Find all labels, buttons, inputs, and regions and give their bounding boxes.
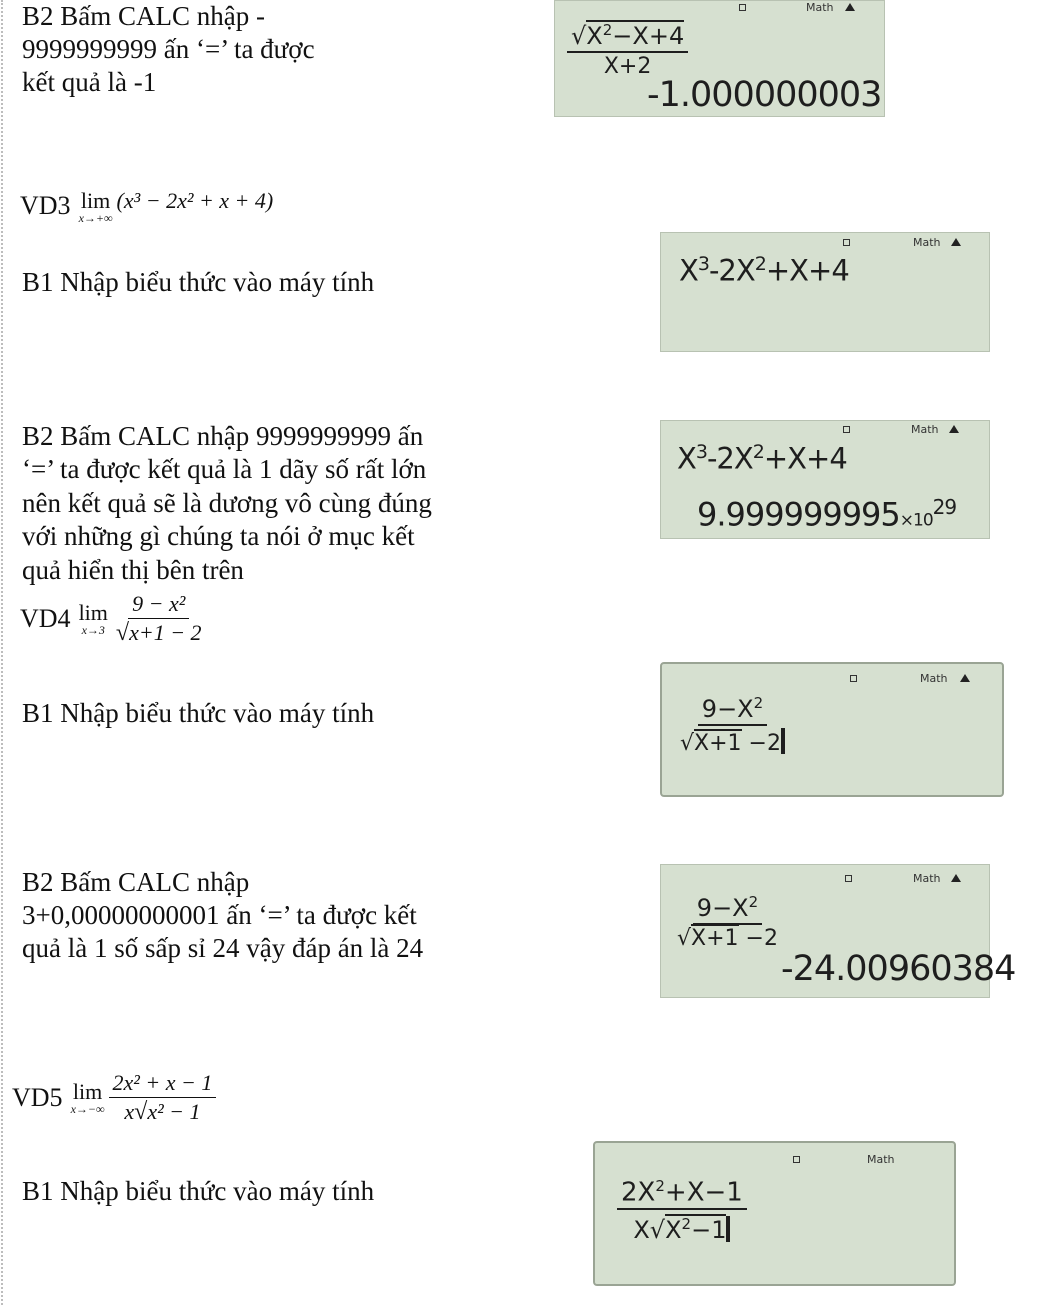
- sqrt-icon: √: [649, 1215, 666, 1244]
- calculator-screen-vd4-input: [660, 662, 1004, 797]
- screen-fraction-denominator: $X√X^2-1$: [633, 1210, 730, 1242]
- scroll-up-icon: [845, 3, 855, 11]
- screen-result-exponent: 29: [932, 495, 957, 519]
- vd5-lim-sub: x→−∞: [70, 1101, 105, 1116]
- vd3-step2-line-2: ‘=’ ta được kết quả là 1 dãy số rất lớn: [22, 454, 427, 484]
- screen-fraction: [680, 690, 785, 756]
- screen-result: [697, 495, 956, 534]
- vd3-heading: [20, 188, 273, 224]
- vd4-step1-text: B1 Nhập biểu thức vào máy tính: [22, 698, 375, 728]
- screen-result: -24.00960384: [781, 949, 1016, 989]
- text-cursor: [726, 1216, 730, 1242]
- screen-fraction: [677, 889, 778, 951]
- calculator-screen-vd3-input: [660, 232, 990, 352]
- shift-indicator-icon: [793, 1156, 800, 1163]
- vd4-label: VD4: [20, 603, 71, 633]
- sqrt-icon: √: [680, 731, 695, 756]
- screen-expression: $X^3-2X^2+X+4$: [677, 441, 847, 476]
- sqrt-icon: √: [677, 926, 692, 951]
- shift-indicator-icon: [739, 4, 746, 11]
- screen-fraction-denominator: X+2: [603, 54, 652, 79]
- vd5-fraction: [109, 1070, 217, 1125]
- math-mode-indicator: Math: [920, 672, 948, 685]
- shift-indicator-icon: [843, 239, 850, 246]
- scroll-up-icon: [951, 238, 961, 246]
- screen-fraction-numerator: $9-X^2$: [698, 690, 767, 726]
- screen-fraction-numerator: $√X^2-X+4$: [567, 17, 688, 53]
- math-mode-indicator: Math: [913, 872, 941, 885]
- screen-fraction-numerator: $2X^2+X-1$: [617, 1173, 747, 1210]
- shift-indicator-icon: [843, 426, 850, 433]
- calculator-screen-vd4-result: [660, 864, 1016, 998]
- vd5-lim-word: lim: [72, 1078, 103, 1104]
- vd3-step2-line-4: với những gì chúng ta nói ở mục kết: [22, 521, 415, 551]
- vd3-step2-line-3: nên kết quả sẽ là dương vô cùng đúng: [22, 488, 432, 518]
- math-mode-indicator: Math: [806, 1, 834, 14]
- screen-fraction-numerator: $9-X^2$: [693, 889, 762, 925]
- vd3-step2-line-5: quả hiển thị bên trên: [22, 555, 244, 585]
- vd4-step2-line-1: B2 Bấm CALC nhập: [22, 867, 250, 897]
- vd4-step2-line-2: 3+0,00000000001 ấn ‘=’ ta được kết: [22, 900, 417, 930]
- vd5-limit-expression: [71, 1070, 217, 1125]
- math-mode-indicator: Math: [913, 236, 941, 249]
- top-step-line-2: 9999999999 ấn ‘=’ ta được: [22, 34, 315, 64]
- vd4-lim-sub: x→3: [81, 622, 105, 637]
- vd3-lim-sub: x→+∞: [78, 211, 113, 225]
- vd3-step2-line-1: B2 Bấm CALC nhập 9999999999 ấn: [22, 421, 424, 451]
- vd5-label: VD5: [12, 1082, 63, 1112]
- top-step-line-1: B2 Bấm CALC nhập -: [22, 1, 265, 31]
- screen-fraction-denominator: √X+1 −2: [677, 926, 778, 951]
- vd4-lim: [78, 599, 108, 637]
- vd3-lim-word: lim: [80, 188, 111, 213]
- math-mode-indicator: Math: [867, 1153, 895, 1166]
- vd3-lim: [79, 190, 113, 224]
- vd4-numerator: 9 − x²: [128, 591, 189, 619]
- screen-result-times: ×10: [899, 510, 933, 531]
- calculator-screen-vd3-result: [660, 420, 990, 539]
- vd5-lim: [70, 1078, 105, 1116]
- screen-result-mantissa: 9.999999995: [697, 495, 900, 534]
- vd4-limit-expression: [79, 591, 206, 646]
- vd5-numerator: 2x² + x − 1: [109, 1070, 217, 1098]
- sqrt-icon: √: [571, 22, 587, 50]
- vd4-denominator: √x+1 − 2: [115, 620, 202, 646]
- math-mode-indicator: Math: [911, 423, 939, 436]
- vd5-step1-text: B1 Nhập biểu thức vào máy tính: [22, 1176, 375, 1206]
- shift-indicator-icon: [850, 675, 857, 682]
- vd4-lim-word: lim: [78, 599, 108, 625]
- screen-expression: $X^3-2X^2+X+4$: [679, 253, 849, 288]
- calculator-screen-vd5-input: [593, 1141, 956, 1286]
- vd5-heading: [12, 1070, 216, 1125]
- page-margin-guide: [1, 0, 3, 1305]
- calculator-screen-top: [554, 0, 885, 117]
- text-cursor: [781, 728, 785, 754]
- scroll-up-icon: [951, 874, 961, 882]
- top-step-line-3: kết quả là -1: [22, 67, 157, 97]
- screen-fraction-denominator: √X+1 −2: [680, 726, 785, 756]
- screen-result: -1.000000003: [647, 75, 882, 115]
- vd4-step2-line-3: quả là 1 số sấp sỉ 24 vậy đáp án là 24: [22, 933, 424, 963]
- vd4-heading: [20, 591, 206, 646]
- vd3-limit-expression: [79, 188, 274, 224]
- vd3-expression: (x³ − 2x² + x + 4): [116, 188, 274, 213]
- shift-indicator-icon: [845, 875, 852, 882]
- screen-fraction: [567, 17, 688, 79]
- scroll-up-icon: [960, 674, 970, 682]
- vd3-label: VD3: [20, 191, 71, 220]
- vd3-step1-text: B1 Nhập biểu thức vào máy tính: [22, 267, 375, 297]
- vd5-denominator: x√x² − 1: [124, 1099, 201, 1125]
- vd4-fraction: [112, 591, 206, 646]
- scroll-up-icon: [949, 425, 959, 433]
- screen-fraction: [617, 1173, 747, 1242]
